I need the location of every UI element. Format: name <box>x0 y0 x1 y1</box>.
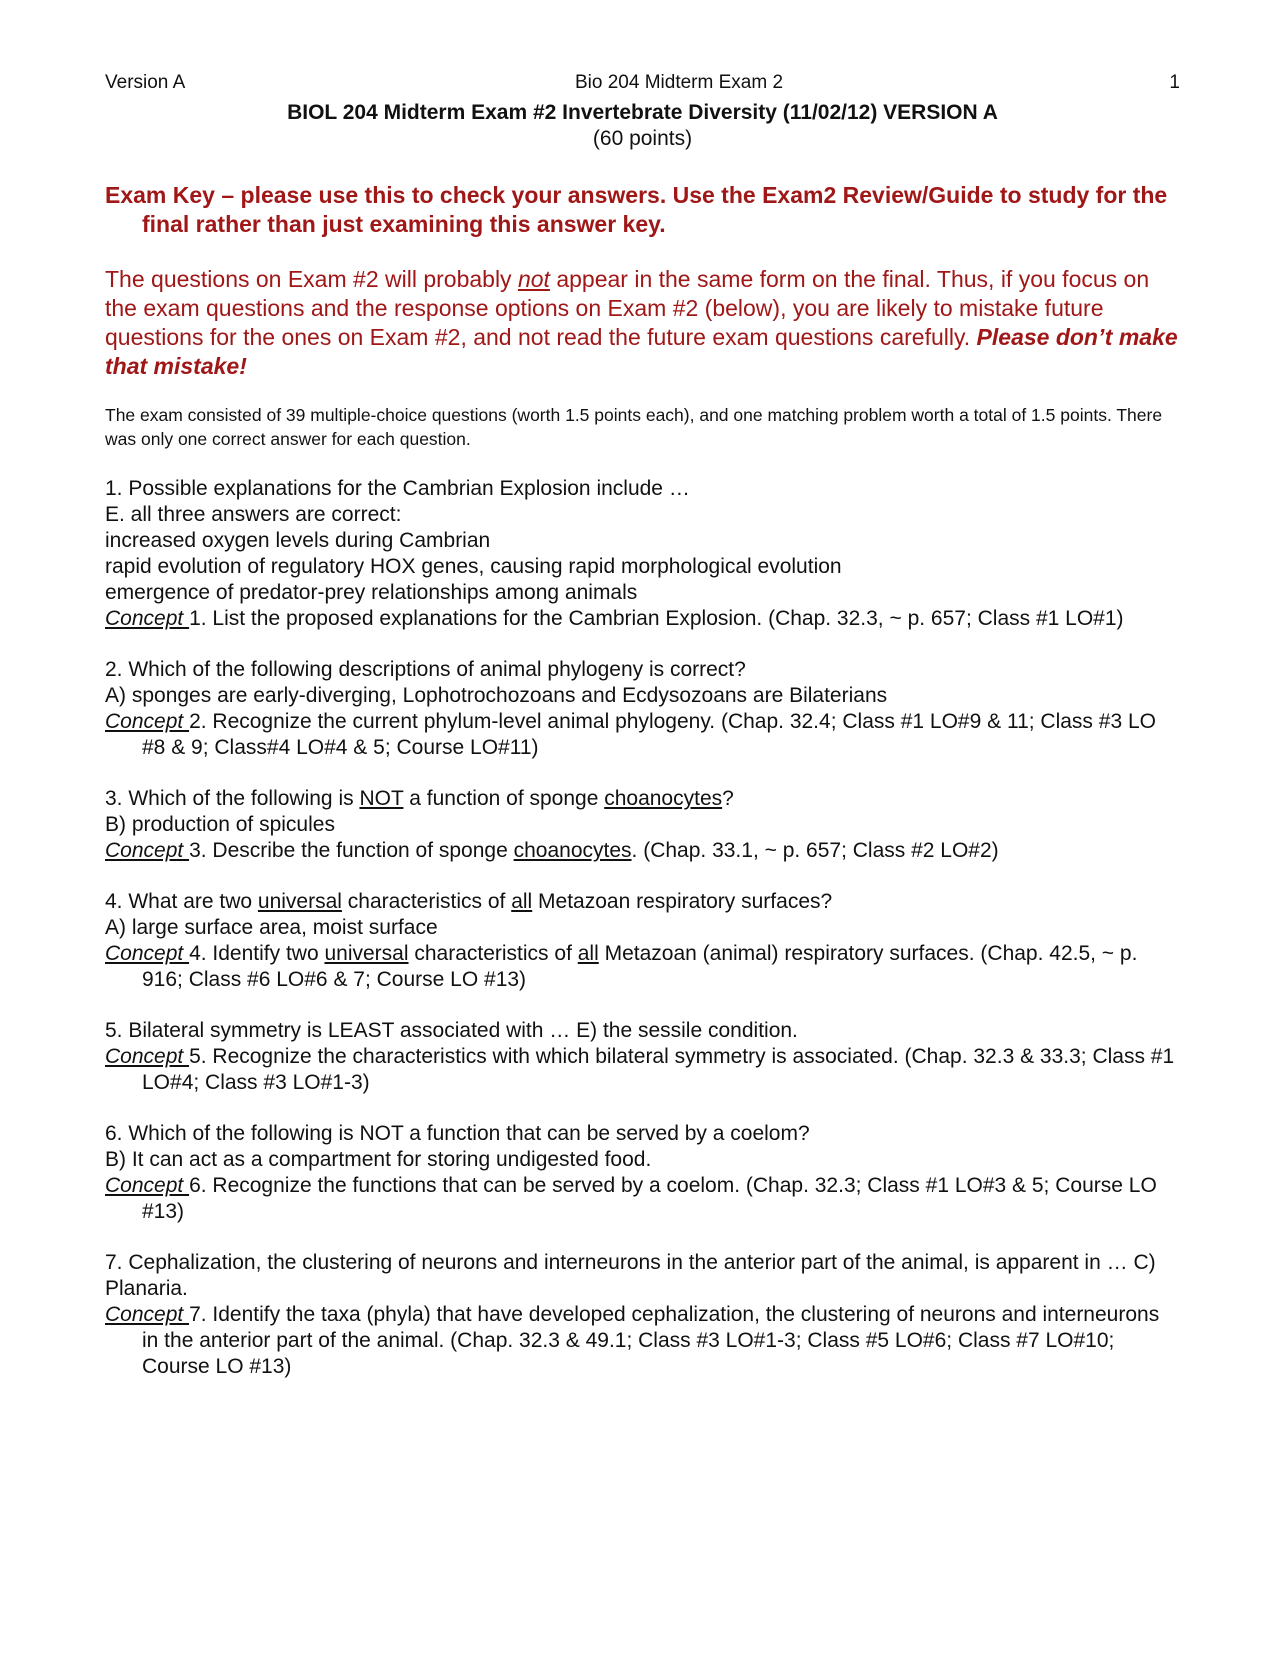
concept-text: Concept 5. Recognize the characteristics with which bilateral symmetry is associated. (Chap. 32.3 & 33.3; Class #1 LO#4; Class #3 LO#1-3) <box>105 1045 1175 1094</box>
question-text: 3. Which of the following is NOT a function of sponge choanocytes? <box>105 787 734 810</box>
concept-text: Concept 4. Identify two universal characteristics of all Metazoan (animal) respiratory surfaces. (Chap. 42.5, ~ p. 916; Class #6 LO#6 & 7; Course LO #13) <box>105 942 1138 991</box>
concept-text: Concept 6. Recognize the functions that can be served by a coelom. (Chap. 32.3; Class #1 LO#3 & 5; Course LO #13) <box>105 1174 1157 1223</box>
version-label: Version A <box>105 72 186 93</box>
question-text: 1. Possible explanations for the Cambrian Explosion include … <box>105 477 690 500</box>
concept-label: Concept <box>105 710 190 733</box>
answer-text: E. all three answers are correct: <box>105 503 402 526</box>
concept-label: Concept <box>105 1045 190 1068</box>
question-text: 6. Which of the following is NOT a function that can be served by a coelom? <box>105 1122 810 1145</box>
exam-points: (60 points) <box>592 127 693 150</box>
question-3 <box>105 786 1180 864</box>
document-page <box>105 72 1180 1380</box>
question-6 <box>105 1121 1180 1225</box>
question-text: 4. What are two universal characteristics of all Metazoan respiratory surfaces? <box>105 890 833 913</box>
question-4 <box>105 889 1180 993</box>
question-1 <box>105 476 1180 632</box>
answer-text: A) large surface area, moist surface <box>105 916 438 939</box>
warning-not-emphasis: not <box>517 266 550 292</box>
answer-text: A) sponges are early-diverging, Lophotrochozoans and Ecdysozoans are Bilaterians <box>105 684 888 707</box>
answer-text: B) production of spicules <box>105 813 335 836</box>
warning-text-1: The questions on Exam #2 will probably <box>105 266 518 292</box>
concept-label: Concept <box>105 1174 190 1197</box>
concept-text: Concept 2. Recognize the current phylum-level animal phylogeny. (Chap. 32.4; Class #1 LO#9 & 11; Class #3 LO #8 & 9; Class#4 LO#4 & 5; Course LO#11) <box>105 710 1156 759</box>
question-text: 7. Cephalization, the clustering of neurons and interneurons in the anterior part of the animal, is apparent in … C) Planaria. <box>105 1251 1156 1300</box>
question-2 <box>105 657 1180 761</box>
exam-intro: The exam consisted of 39 multiple-choice questions (worth 1.5 points each), and one matching problem worth a total of 1.5 points. There was only one correct answer for each question. <box>105 405 1163 449</box>
question-text: 2. Which of the following descriptions of animal phylogeny is correct? <box>105 658 746 681</box>
concept-text: Concept 7. Identify the taxa (phyla) that have developed cephalization, the clustering of neurons and interneurons in the anterior part of the animal. (Chap. 32.3 & 49.1; Class #3 LO#1-3; Class #5 LO#6; Class #7 LO#10; Course LO #13) <box>105 1303 1160 1378</box>
warning-paragraph <box>105 265 1180 381</box>
answer-text: B) It can act as a compartment for storing undigested food. <box>105 1148 652 1171</box>
exam-key-heading: Exam Key – please use this to check your answers. Use the Exam2 Review/Guide to study for the final rather than just examining this answer key. <box>105 182 1168 237</box>
question-7 <box>105 1250 1180 1380</box>
answer-item: rapid evolution of regulatory HOX genes, causing rapid morphological evolution <box>105 555 842 578</box>
concept-label: Concept <box>105 839 190 862</box>
concept-label: Concept <box>105 942 190 965</box>
warning-text-2: appear in the same form on the final. Thus, if you focus on the exam questions and the response options on Exam #2 (below), you are likely to mistake future questions for the ones on Exam #2, and not read the future exam questions carefully. <box>105 266 1150 350</box>
concept-text: Concept 3. Describe the function of sponge choanocytes. (Chap. 33.1, ~ p. 657; Class #2 LO#2) <box>105 839 999 862</box>
page-number: 1 <box>1169 72 1180 93</box>
answer-item: increased oxygen levels during Cambrian <box>105 529 491 552</box>
answer-item: emergence of predator-prey relationships among animals <box>105 581 638 604</box>
question-text: 5. Bilateral symmetry is LEAST associated with … E) the sessile condition. <box>105 1019 798 1042</box>
exam-title: BIOL 204 Midterm Exam #2 Invertebrate Diversity (11/02/12) VERSION A <box>287 101 998 124</box>
warning-emphasis: Please don’t make that mistake! <box>105 324 1178 379</box>
course-label: Bio 204 Midterm Exam 2 <box>575 72 784 93</box>
page-header <box>105 72 1180 100</box>
concept-label: Concept <box>105 1303 190 1326</box>
concept-label: Concept <box>105 607 190 630</box>
question-5 <box>105 1018 1180 1096</box>
concept-text: Concept 1. List the proposed explanations for the Cambrian Explosion. (Chap. 32.3, ~ p. 657; Class #1 LO#1) <box>105 607 1124 630</box>
